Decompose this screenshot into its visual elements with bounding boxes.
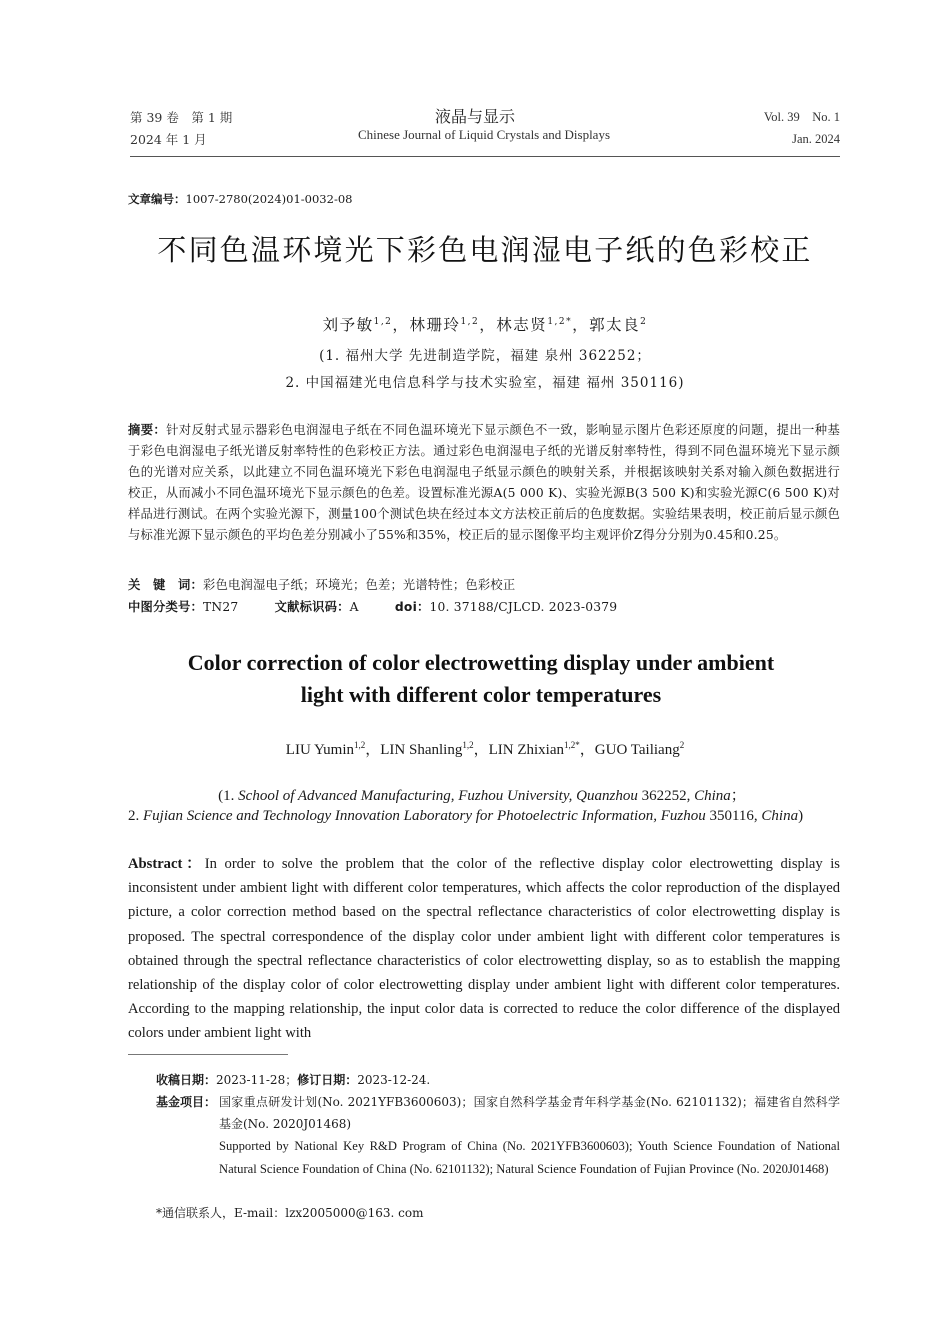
header-volume-en: Vol. 39 No. 1 (763, 110, 840, 124)
header-date-cn: 2024 年 1 月 (130, 132, 207, 147)
journal-title-cn: 液晶与显示 (434, 107, 515, 126)
affiliation-cn-2: 2. 中国福建光电信息科学与技术实验室，福建 福州 350116) (285, 375, 685, 391)
header-volume-cn: 第 39 卷 第 1 期 (130, 110, 233, 125)
title-en: Color correction of color electrowetting display under ambient light with different color temperatures (187, 650, 775, 707)
footnote-rule (128, 1054, 288, 1055)
article-number: 文章编号：1007-2780(2024)01-0032-08 (128, 192, 353, 206)
keywords-cn: 关 键 词：彩色电润湿电子纸；环境光；色差；光谱特性；色彩校正 (128, 578, 516, 592)
header-rule (130, 156, 840, 157)
footnote-fund-cn: 国家重点研发计划(No. 2021YFB3600603)；国家自然科学基金青年科学基金(No. 62101132)；福建省自然科学基金(No. 2020J01468) (219, 1095, 840, 1131)
footnote-fund-label: 基金项目： (156, 1095, 217, 1109)
footnote-corresponding: *通信联系人，E-mail：lzx2005000@163. com (156, 1206, 424, 1220)
authors-en: LIU Yumin$^{1,2}$，LIN Shanling$^{1,2}$，LIN Zhixian$^{1,2*}$，GUO Tailiang$^2$ (285, 740, 685, 758)
footnote-dates: 收稿日期：2023-11-28；修订日期：2023-12-24. (156, 1073, 431, 1087)
header-date-en: Jan. 2024 (792, 132, 840, 146)
abstract-cn: 摘要：针对反射式显示器彩色电润湿电子纸在不同色温环境光下显示颜色不一致，影响显示图片色彩还原度的问题，提出一种基于彩色电润湿电子纸光谱反射率特性的色彩校正方法。通过彩色电润湿电子纸的光谱反射率特性，得到不同色温环境光下显示颜色的光谱对应关系，以此建立不同色温环境光下彩色电润湿电子纸显示颜色的映射关系，并根据该映射关系对输入颜色数据进行校正，从而减小不同色温环境光下显示颜色的色差。设置标准光源A(5 000 K)、实验光源B(3 500 K)和实验光源C(6 500 K)对样品进行测试。在两个实验光源下，测量100个测试色块在经过本文方法校正前后的色度数据。实验结果表明，校正前后显示颜色与标准光源下显示颜色的平均色差分别减小了55%和35%，校正后的显示图像平均主观评价Z得分分别为0.45和0.25。 (128, 423, 840, 542)
authors-cn: 刘予敏$^{1,2}$，林珊玲$^{1,2}$，林志贤$^{1,2*}$，郭太良$^2$ (322, 316, 648, 334)
title-cn: 不同色温环境光下彩色电润湿电子纸的色彩校正 (157, 233, 813, 267)
footnote-fund-en: Supported by National Key R&D Program of China (No. 2021YFB3600603); Youth Science Foundation of National Natural Science Foundation of China (No. 62101132); Natural Science Foundation of Fujian Province (No. 2020J01468) (219, 1139, 840, 1176)
affiliation-cn-1: (1. 福州大学 先进制造学院，福建 泉州 362252； (319, 348, 651, 364)
affiliation-en-1: (1. School of Advanced Manufacturing, Fuzhou University, Quanzhou 362252, China； (218, 788, 746, 804)
classification-line: 中图分类号：TN27 文献标识码：A doi：10. 37188/CJLCD. 2023-0379 (128, 600, 618, 614)
journal-title-en: Chinese Journal of Liquid Crystals and Displays (357, 127, 611, 142)
abstract-en: Abstract：In order to solve the problem that the color of the reflective display color electrowetting display is inconsistent under ambient light with different color temperatures, which affects the color reproduction of the displayed picture, a color correction method based on the spectral reflectance characteristics of color electrowetting display is proposed. The spectral correspondence of the display color under ambient light with different color temperatures is obtained through the spectral reflectance characteristics of color electrowetting display, so as to establish the mapping relationship of the display color of color electrowetting display under ambient light with different color temperatures. According to the mapping relationship, the input color data is corrected to reduce the color difference of the displayed colors under ambient light with (128, 856, 840, 1042)
affiliation-en-2: 2. Fujian Science and Technology Innovation Laboratory for Photoelectric Information, Fuzhou 350116, China) (128, 808, 804, 824)
